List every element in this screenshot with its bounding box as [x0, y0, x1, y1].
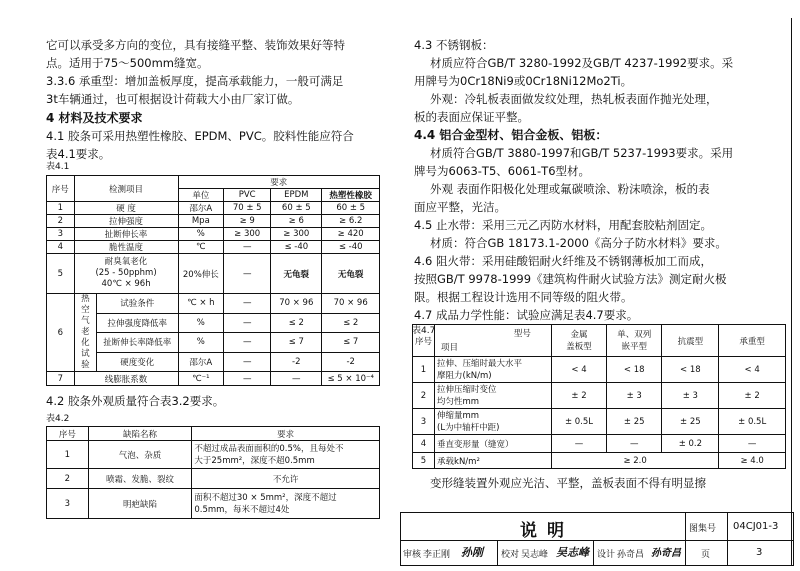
section-4-3: 4.3 不锈钢板：	[414, 38, 494, 52]
t2-cell: 不允许	[192, 469, 380, 489]
t1-cell: —	[224, 372, 271, 386]
left-line-5: 4.1 胶条可采用热塑性橡胶、EPDM、PVC。胶料性能应符合	[46, 129, 354, 143]
t3-header-item: 项目	[441, 342, 459, 353]
t1-cell: 5	[47, 254, 75, 294]
t1-cell: 无龟裂	[322, 254, 380, 294]
left-line-2: 点。适用于75～500mm缝宽。	[46, 56, 209, 70]
t3-cell: < 4	[719, 357, 786, 383]
t3-cell: —	[551, 435, 606, 453]
t3-header-a-l1: 金属	[570, 329, 588, 340]
review-label: 审核	[403, 550, 422, 560]
t3-cell: < 4	[551, 357, 606, 383]
t2-req-line: 大于25mm²，深度不超0.5mm	[194, 455, 315, 466]
t1-cell: —	[224, 333, 271, 353]
t3-header-b-l1: 单、双列	[617, 329, 652, 340]
t1-cell: 3	[47, 228, 75, 241]
page-label: 页	[701, 550, 711, 560]
t3-cell: ± 2	[551, 383, 606, 409]
t1-cell: 拉伸强度降低率	[97, 313, 178, 333]
reviewer-name: 李正刚	[423, 550, 451, 560]
t1-row6-group: 热空气老化试验	[74, 294, 97, 372]
t1-cell: —	[271, 372, 322, 386]
right-line-7: 外观 表面作阳极化处理或氟碳喷涂、粉沫喷涂，板的表	[430, 182, 710, 196]
section-4-4: 4.4 铝合金型材、铝合金板、铝板：	[414, 128, 608, 142]
t3-item-line: 伸缩量mm	[437, 410, 480, 421]
t1-cell: ≤ 2	[322, 313, 380, 333]
atlas-number: 04CJ01-3	[733, 521, 779, 532]
tb-vline	[593, 540, 594, 565]
t2-req-line: 不超过成品表面面积的0.5%，且每处不	[194, 443, 344, 454]
t1-cell: —	[224, 352, 271, 372]
t1-cell: —	[224, 294, 271, 314]
left-line-7: 4.2 胶条外观质量符合表3.2要求。	[46, 394, 225, 408]
tb-vline	[497, 540, 498, 565]
t3-cell: 4	[413, 435, 435, 453]
t3-header-type: 型号	[513, 328, 531, 339]
t1-cell: ℃	[178, 241, 224, 254]
t3-cell: ± 25	[662, 409, 719, 435]
t1-cell: ℃ × h	[178, 294, 224, 314]
t3-item-line: 均匀性mm	[437, 396, 480, 407]
right-line-2: 用牌号为0Cr18Ni9或0Cr18Ni12Mo2Ti。	[414, 74, 633, 88]
t1-cell: ≤ -40	[271, 241, 322, 254]
t3-cell: 5	[413, 453, 435, 469]
t1-row5-item-l1: 耐臭氧老化	[104, 257, 148, 267]
t2-header-req: 要求	[192, 427, 380, 441]
t3-cell: 垂直变形量（缝宽）	[435, 435, 552, 453]
t1-cell: 70 ± 5	[224, 202, 271, 215]
t3-cell: ± 0.5L	[719, 409, 786, 435]
t1-cell: 硬 度	[74, 202, 178, 215]
t1-cell: 邵尔A	[178, 352, 224, 372]
t1-row5-item-l2: (25 - 50pphm)	[95, 268, 157, 278]
t1-header-no: 序号	[47, 176, 75, 202]
t2-cell: 3	[47, 489, 89, 519]
table-4-2-caption: 表4.2	[46, 414, 70, 424]
t1-cell: 7	[47, 372, 75, 386]
t3-cell: ± 0.5L	[551, 409, 606, 435]
t3-header-b-l2: 嵌平型	[621, 341, 647, 352]
right-line-4: 板的表面应保证平整。	[414, 110, 529, 124]
t3-cell: 承载kN/m²	[435, 453, 552, 469]
t3-header-diag	[435, 325, 552, 357]
t1-cell: ≥ 300	[224, 228, 271, 241]
t1-cell: 扯断伸长率降低率	[97, 333, 178, 353]
t1-header-tpr: 热塑性橡胶	[322, 189, 380, 202]
t1-cell: ≥ 300	[271, 228, 322, 241]
t1-cell: 拉伸强度	[74, 215, 178, 228]
t1-cell: ≥ 6	[271, 215, 322, 228]
t2-header-no: 序号	[47, 427, 89, 441]
t1-cell: Mpa	[178, 215, 224, 228]
t2-cell: 2	[47, 469, 89, 489]
t2-cell: 喷霜、发脆、裂纹	[88, 469, 192, 489]
table-4-2	[46, 426, 380, 519]
t1-cell: ≤ 5 × 10⁻⁴	[322, 372, 380, 386]
right-line-8: 面应平整，光洁。	[414, 200, 506, 214]
designer-name: 孙奇昌	[617, 550, 645, 560]
right-line-1: 材质应符合GB/T 3280-1992及GB/T 4237-1992要求。采	[430, 56, 734, 70]
right-line-12: 按照GB/T 9978-1999《建筑构件耐火试验方法》测定耐火极	[414, 272, 727, 286]
t2-req-line: 0.5mm，每米不超过4处	[194, 504, 290, 515]
t3-cell: —	[719, 435, 786, 453]
t1-cell: 1	[47, 202, 75, 215]
t3-header-d: 承重型	[719, 325, 786, 357]
t1-cell: —	[224, 313, 271, 333]
t1-cell: 70 × 96	[271, 294, 322, 314]
t3-header-a	[551, 325, 606, 357]
table-4-1	[46, 175, 380, 386]
t3-item-line: 拉伸、压缩时最大水平	[437, 358, 523, 369]
sheet-title: 说 明	[520, 521, 566, 541]
t3-item-cell	[435, 409, 552, 435]
right-line-3: 外观：冷轧板表面做发纹处理，热轧板表面作抛光处理，	[430, 92, 718, 106]
t1-header-req: 要求	[178, 176, 380, 189]
right-line-14: 4.7 成品力学性能：试验应满足表4.7要求。	[414, 308, 639, 322]
t1-cell: 扯断伸长率	[74, 228, 178, 241]
t3-cell: 2	[413, 383, 435, 409]
t1-cell: 2	[47, 215, 75, 228]
right-bottom-line: 变形缝装置外观应光洁、平整，盖板表面不得有明显擦	[430, 476, 706, 490]
t1-cell: 6	[47, 294, 75, 372]
right-line-9: 4.5 止水带：采用三元乙丙防水材料，用配套胶粘剂固定。	[414, 218, 712, 232]
t1-cell: 4	[47, 241, 75, 254]
t1-cell: —	[224, 254, 271, 294]
t1-cell: %	[178, 228, 224, 241]
left-line-3: 3.3.6 承重型：增加盖板厚度，提高承载能力，一般可满足	[46, 74, 344, 88]
t1-cell: 邵尔A	[178, 202, 224, 215]
t1-header-unit: 单位	[178, 189, 224, 202]
t1-cell: ℃⁻¹	[178, 372, 224, 386]
right-line-6: 牌号为6063-T5、6061-T6型材。	[414, 164, 591, 178]
t3-item-cell	[435, 383, 552, 409]
t1-cell: ≤ -40	[322, 241, 380, 254]
checker-signature: 吴志峰	[556, 546, 589, 559]
t1-header-item: 检测项目	[74, 176, 178, 202]
t1-header-pvc: PVC	[224, 189, 271, 202]
t3-cell: ± 2	[719, 383, 786, 409]
t1-cell: ≤ 7	[271, 333, 322, 353]
t1-cell: ≥ 6.2	[322, 215, 380, 228]
t2-cell: 气泡、杂质	[88, 441, 192, 469]
left-line-1: 它可以承受多方向的变位，具有接缝平整、装饰效果好等特	[46, 38, 345, 52]
t3-cell: ≥ 2.0	[551, 453, 718, 469]
checker-name: 吴志峰	[521, 550, 549, 560]
t3-cell: —	[607, 435, 662, 453]
t1-cell: 硬度变化	[97, 352, 178, 372]
t1-cell: —	[224, 241, 271, 254]
t3-item-line: 摩阻力(kN/m)	[437, 370, 492, 381]
t1-cell: ≥ 420	[322, 228, 380, 241]
t2-req-line: 面积不超过30 × 5mm²，深度不超过	[194, 492, 337, 503]
t1-cell: -2	[271, 352, 322, 372]
t3-header-a-l2: 盖板型	[566, 341, 592, 352]
t3-header-no: 序号	[413, 325, 435, 357]
t1-cell: 试验条件	[97, 294, 178, 314]
t3-cell: ≥ 4.0	[719, 453, 786, 469]
t1-cell: 脆性温度	[74, 241, 178, 254]
right-line-10: 材质：符合GB 18173.1-2000《高分子防水材料》要求。	[430, 236, 727, 250]
t1-cell: %	[178, 313, 224, 333]
t1-cell: -2	[322, 352, 380, 372]
t3-item-cell	[435, 357, 552, 383]
right-line-5: 材质符合GB/T 3880-1997和GB/T 5237-1993要求。采用	[430, 146, 734, 160]
t2-req-cell	[192, 489, 380, 519]
atlas-number-label: 图集号	[689, 524, 717, 534]
t1-header-epdm: EPDM	[271, 189, 322, 202]
table-4-7-caption: 表4.7	[412, 326, 436, 336]
reviewer-signature: 孙刚	[461, 546, 483, 559]
right-line-11: 4.6 阻火带：采用硅酸铝耐火纤维及不锈钢薄板加工而成，	[414, 254, 712, 268]
t3-cell: 1	[413, 357, 435, 383]
t1-cell: 线膨胀系数	[74, 372, 178, 386]
t3-cell: ± 0.2	[662, 435, 719, 453]
left-line-6: 表4.1要求。	[46, 147, 111, 161]
t3-cell: ± 3	[607, 383, 662, 409]
t3-header-c: 抗震型	[662, 325, 719, 357]
t1-row5-item-l3: 40℃ × 96h	[101, 279, 151, 289]
t3-cell: < 18	[607, 357, 662, 383]
t2-req-cell	[192, 441, 380, 469]
tb-vline	[727, 513, 728, 565]
t3-cell: 3	[413, 409, 435, 435]
t3-item-line: 拉伸压缩时变位	[437, 384, 497, 395]
t1-cell: ≥ 9	[224, 215, 271, 228]
designer-signature: 孙奇昌	[651, 548, 681, 559]
table-4-7	[412, 324, 786, 469]
check-label: 校对	[501, 550, 520, 560]
table-4-1-caption: 表4.1	[46, 162, 70, 172]
t1-cell: 20%伸长	[178, 254, 224, 294]
t3-item-line: (L为中轴杆中距)	[437, 422, 500, 433]
t1-cell: 60 ± 5	[322, 202, 380, 215]
t1-cell: 无龟裂	[271, 254, 322, 294]
section-4-heading: 4 材料及技术要求	[46, 111, 143, 125]
t2-header-name: 缺陷名称	[88, 427, 192, 441]
t3-cell: ± 3	[662, 383, 719, 409]
t1-row5-item	[74, 254, 178, 294]
t3-cell: ± 25	[607, 409, 662, 435]
right-line-13: 限。根据工程设计选用不同等级的阻火带。	[414, 290, 633, 304]
t1-cell: 60 ± 5	[271, 202, 322, 215]
t2-cell: 明疤缺陷	[88, 489, 192, 519]
page-number: 3	[756, 547, 763, 558]
left-line-4: 3t车辆通过，也可根据设计荷载大小由厂家订做。	[46, 92, 300, 106]
title-block	[400, 512, 794, 566]
frame-right-line	[791, 18, 792, 565]
t3-header-b	[607, 325, 662, 357]
t1-cell: ≤ 2	[271, 313, 322, 333]
t1-cell: ≤ 7	[322, 333, 380, 353]
tb-vline	[685, 513, 686, 565]
t1-cell: %	[178, 333, 224, 353]
t2-cell: 1	[47, 441, 89, 469]
design-label: 设计	[597, 550, 616, 560]
t3-cell: < 18	[662, 357, 719, 383]
t1-cell: 70 × 96	[322, 294, 380, 314]
